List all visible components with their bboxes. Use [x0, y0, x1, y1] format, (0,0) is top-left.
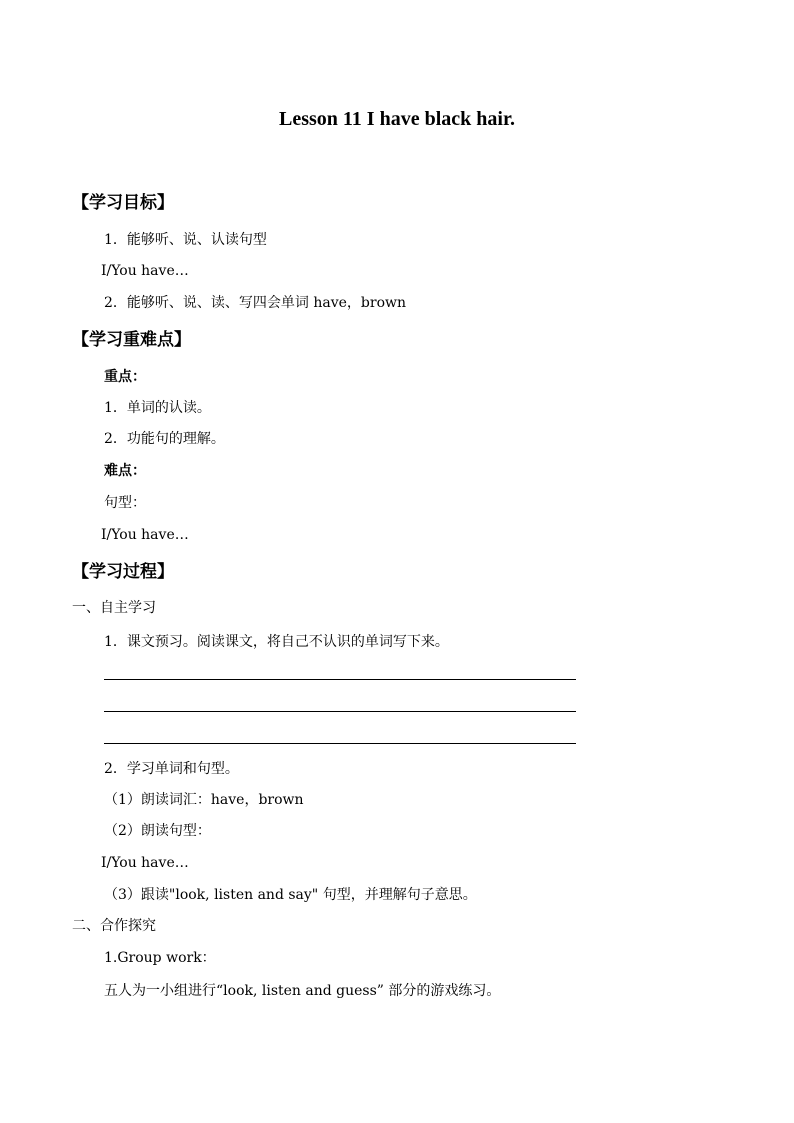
objective-item-2: 2．能够听、说、读、写四会单词 have，brown: [104, 295, 406, 311]
self-study-step-1: 1．课文预习。阅读课文，将自己不认识的单词写下来。: [104, 634, 449, 650]
difficulty-label: 难点：: [104, 463, 146, 479]
answer-line-2: [104, 711, 576, 712]
objectives-heading: 【学习目标】: [72, 193, 174, 213]
answer-line-3: [104, 743, 576, 744]
focus-item-2: 2．功能句的理解。: [104, 431, 225, 447]
focus-item-1: 1．单词的认读。: [104, 400, 211, 416]
self-study-step-2: 2．学习单词和句型。: [104, 761, 239, 777]
difficulty-sub-label: 句型：: [104, 495, 146, 511]
process-heading: 【学习过程】: [72, 562, 174, 582]
read-sentence-example: I/You have…: [101, 855, 189, 871]
group-work-label: 1.Group work：: [104, 950, 216, 966]
objective-sentence: I/You have…: [101, 263, 189, 279]
read-words-item: （1）朗读词汇：have，brown: [104, 792, 304, 808]
focus-label: 重点：: [104, 369, 146, 385]
group-work-task: 五人为一小组进行“look, listen and guess” 部分的游戏练习。: [104, 983, 501, 999]
difficulty-sentence: I/You have…: [101, 527, 189, 543]
self-study-heading: 一、自主学习: [72, 600, 156, 616]
follow-read-item: （3）跟读"look, listen and say" 句型，并理解句子意思。: [104, 887, 477, 903]
objective-item-1: 1．能够听、说、认读句型: [104, 232, 267, 248]
read-sentences-item: （2）朗读句型：: [104, 823, 211, 839]
answer-line-1: [104, 679, 576, 680]
key-points-heading: 【学习重难点】: [72, 330, 191, 350]
page-title: Lesson 11 I have black hair.: [279, 108, 515, 130]
cooperation-heading: 二、合作探究: [72, 918, 156, 934]
